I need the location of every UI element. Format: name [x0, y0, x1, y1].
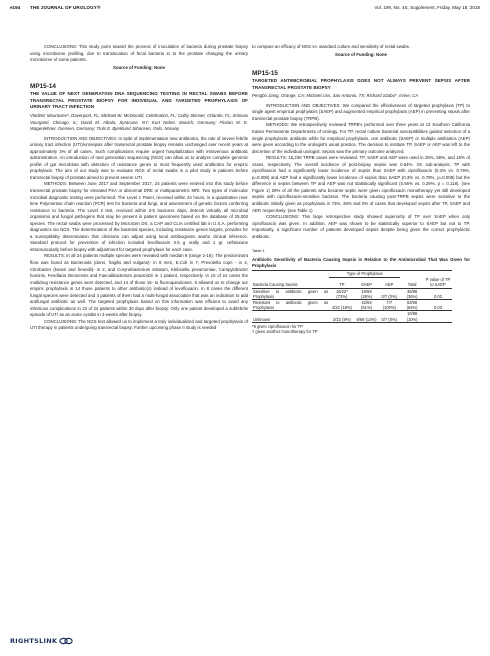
cell-aep: 0/7 (0%): [381, 293, 398, 299]
cell-p-value: 0.02: [434, 293, 442, 299]
volume-info: Vol. 199, No. 4S, Supplement, Friday, May 18, 2018: [374, 5, 480, 10]
col-p-value: P value of TP to SAEP: [425, 277, 451, 288]
table-row: [252, 288, 452, 299]
prior-conclusions: CONCLUSIONS: This study point toward the process of inoculation of bacteria during prostate biopsy using microbiome profiling, due to translocation of fecal bacteria in to the prostate changing the urinary microbiome of some patients.: [30, 44, 248, 63]
type-of-prophylaxis-header: Type of Prophylaxis: [329, 271, 400, 277]
authors-mp15-15: Pengbo Jiang, Orange, CA; Michael Liss, San Antonio, TX; Richard Szabo*, Irvine, CA: [252, 93, 419, 99]
page-number: e194: [10, 5, 21, 10]
methods-mp15-14: METHODS: Between June 2017 and September 2017, 24 patients were entered into this study before transrectal prostate biopsy for elevated PSA or abnormal DRE or multiparametric MRI. Two types of molecular microbial diagnostic testing were performed. The Level 1 Panel, received within 24 hours, is a quantitative real-time Polymerase chain reaction (PCR) test for bacteria and fungi, and assessment of genetic factors conferring resistance to bacteria. The Level 2 test, received within 3-5 business days, detects virtually all microbial organisms and fungal pathogens that may be present in patient specimens based on the database of 25,000 species. The rectal swabs were processed by MicroGen DX, a CAP and CLIA certified lab in U.S.A. performing diagnostics via NGS. The determination of the bacterial species, including resistance genes targets, provides for a susceptibility determination that clinicians can adjust using local antibiograms and/or clinical inference. Standard protocol for prevention of infection included levofloxacin 0.5 g orally and 1 gr. ceftriaxone intramuscularly before biopsy with adjustment for targeted prophylaxis for each case.: [30, 181, 248, 252]
prior-source-of-funding: Source of Funding: None: [113, 64, 165, 70]
abstract-id-mp15-15: MP15-15: [252, 70, 278, 78]
abstract-title-mp15-15: TARGETED ANTIMICROBIAL PROPHYLAXIS DOES NOT ALWAYS PREVENT SEPSIS AFTER TRANSRECTAL PROSTATE BIOPSY: [252, 78, 470, 90]
cell-total: 35/98 (36%): [406, 288, 418, 299]
results-mp15-15: RESULTS: 15,236 TRPB cases were reviewed. TP, SAEP and AEP were used in 26%, 58%, and 16% of cases, respectively. The overall incidence of post-biopsy sepsis was 0.64%. On sub-analysis, TP with ciprofloxacin had a significantly lower incidence of sepsis than SAEP with ciprofloxacin (0.3% vs. 0.79%, p=0.008) and AEP had a significantly lower incidence of sepsis than SAEP (0.3% vs. 0.78%, p=0.008) but the difference in sepsis between TP and AEP was not statistically significant (0.56% vs. 0.29%, p = 0.118). (see Figure 1) 29% of all the patients who became septic were given ciprofloxacin monotherapy yet still developed sepsis with ciprofloxacin-sensitive bacteria. The bacteria causing post-TRPB sepsis were sensitive to the antibiotic initially given as prophylaxis in 73%, 28% and 0% of cases that developed sepsis after TP, SAEP and AEP, respectively. (see Table 1): [252, 155, 470, 213]
cell-p-value: [424, 311, 452, 322]
row-label: Unknown: [253, 316, 271, 322]
cell-total: 53/98 (54%): [406, 299, 418, 311]
col-bacteria-causing-sepsis: Bacteria Causing Sepsis: [253, 282, 298, 288]
rightslink-logo: [10, 636, 73, 646]
table-label: Table 1: [252, 248, 265, 254]
cell-saep: 19/69 (28%): [361, 288, 372, 299]
col-tp: TP: [339, 282, 345, 288]
table-footnote-1: *9 given ciprofloxacin for TP: [252, 323, 303, 329]
row-label: Resistant to antibiotic given as Prophylaxis: [253, 299, 329, 311]
cell-aep: 0/7 (0%): [381, 316, 398, 322]
rightslink-logo-text: RIGHTSLINK: [10, 637, 58, 645]
intro-mp15-14: INTRODUCTION AND OBJECTIVES: In spite of implementation new antibiotics, the rate of severe febrile urinary tract infection (UTI)/urosepsis after transrectal prostate biopsy remains unchanged over recent years at approximately 3% of all cases. Such complications require urgent hospitalization with intravenous antibiotic administration. An introduction of next generation sequencing (NGS) can allow us to analyze complete genomic profile of gut microbiota with detection of resistance genes to most frequently used antibiotics for empiric prophylaxis. The aim of our study was to evaluate NGS of rectal swabs in a pilot study in patients before transrectal biopsy of prostate aimed to prevent severe UTI.: [30, 135, 248, 180]
col-total: Total: [407, 282, 417, 288]
results-mp15-14: RESULTS: In all 24 patients multiple species were revealed with median 9 (range 2-16). The predominant flora was found as Bacteroids (dorei, fragilis and vulgaris)- in 8 men, E.Coli in 7, Prevotella copri - in 2, Citrobacter (koseri and freundii)- in 2, and Corynebacterium striatum, Klebsiella pneumoniae, Campylobacter hominis, Fendlaria timonensis and Faecalibacterium prausnitzii in 1 patient, respectively. In 15 of 24 cases the multidrug resistance genes were detected, and 14 of those 15- to fluoroquinolones. It allowed us to change our empiric prophylaxis in 14 those patients to other antibiotic(s) instead of levofloxacin. In 8 cases the different fungal species were detected and 4 patients of them had a multi-fungal association that was an indication to add antifungal antibiotic as well. The targeted prophylaxis based on this information was efficient to avoid any infectious complications in 23 of 24 patients within 30 days after biopsy. Only one patient developed a subfebrile episode of UTI as an acute cystitis in 3 weeks after biopsy.: [30, 253, 248, 318]
link-chain-icon: [59, 637, 73, 645]
cell-p-value: 0.03: [434, 305, 442, 311]
sepsis-table: [252, 270, 452, 322]
abstract-id-mp15-14: MP15-14: [30, 83, 56, 91]
cell-aep: 7/7 (100%): [382, 299, 396, 311]
col-saep: SAEP: [361, 282, 372, 288]
table-row: [252, 299, 452, 310]
page-header: [0, 0, 490, 14]
right-column: [252, 44, 470, 334]
mp15-14-source-of-funding: Source of Funding: None: [335, 51, 387, 57]
table-footnote-2: 7 given another monotherapy for TP: [252, 328, 318, 334]
journal-title: THE JOURNAL OF UROLOGY®: [30, 5, 101, 10]
cell-total: 10/98 (10%): [406, 311, 418, 322]
conclusions-mp15-15: CONCLUSIONS: This large retrospective study showed superiority of TP over SAEP when only ciprofloxacin was given. In addition, AEP was shown to be statistically superior to SAEP but not to TP. Importantly, a significant number of patients developed sepsis despite being given the correct prophylactic antibiotic.: [252, 214, 470, 239]
mp15-14-continuation: to compare an efficacy of NGS vs. standard culture and sensitivity of rectal swabs.: [252, 44, 411, 49]
cell-saep: 42/69 (61%): [361, 299, 372, 311]
cell-saep: 8/69 (12%): [356, 316, 377, 322]
col-aep: AEP: [385, 282, 394, 288]
authors-mp15-14: Vladimir Mouraviev*, Davenport, FL; Michael W. McDonald, Celebration, FL; Colby Skinner, Orlando, FL; Srinivas Vourganti, Chicago, IL; David M. Albala, Syracuse, NY; Kurt Neber, Munich, Germany; Florian M. E. Wagenlehner, Giessen, Germany; Truls E. Bjerklund Johansen, Oslo, Norway: [30, 112, 248, 132]
row-label: Sensitive to antibiotic given as Prophylaxis: [253, 288, 329, 299]
cell-tp: 4/22 (18%): [331, 305, 352, 311]
table-1: [252, 248, 470, 334]
abstract-title-mp15-14: THE VALUE OF NEXT GENERATION DNA SEQUENCING TESTING IN RECTAL SWABS BEFORE TRANSRECTAL PROSTATE BIOPSY FOR INDIVIDUAL AND TARGETED PROPHYLAXIS OF URINARY TRACT INFECTION: [30, 91, 248, 110]
table-title: Antibiotic Sensitivity of Bacteria Causing Sepsis in Relation to the Antimicrobial That Was Given for Prophylaxis: [252, 256, 470, 268]
left-column: [30, 44, 248, 332]
table-row: [252, 311, 452, 322]
conclusions-mp15-14: CONCLUSIONS: The NGS test allowed us to implement a truly individualized and targeted prophylaxis of UTI therapy in patients undergoing transrectal biopsy. Further upcoming phase II study is needed: [30, 318, 248, 331]
cell-tp: 2/22 (9%): [333, 316, 351, 322]
cell-tp: 16/22* (73%): [335, 288, 348, 299]
methods-mp15-15: METHODS: We retrospectively reviewed TRPB's performed over three years at 13 Southern California Kaiser Permanente Departments of Urology. For TP, rectal culture bacterial susceptibilities guided selection of a single prophylactic antibiotic while for empirical prophylaxis, one antibiotic (SAEP) or multiple antibiotics (AEP) were given according to the urologist's usual practice. The decision to institute TP, SAEP or AEP was left to the discretion of the individual urologist. Sepsis was the primary outcome analyzed.: [252, 122, 470, 154]
intro-mp15-15: INTRODUCTION AND OBJECTIVES: We compared the effectiveness of targeted prophylaxis (TP) to single agent empirical prophylaxis (SAEP) and augmented empirical prophylaxis (AEP) in preventing sepsis after transrectal prostate biopsy (TRPB).: [252, 102, 470, 121]
